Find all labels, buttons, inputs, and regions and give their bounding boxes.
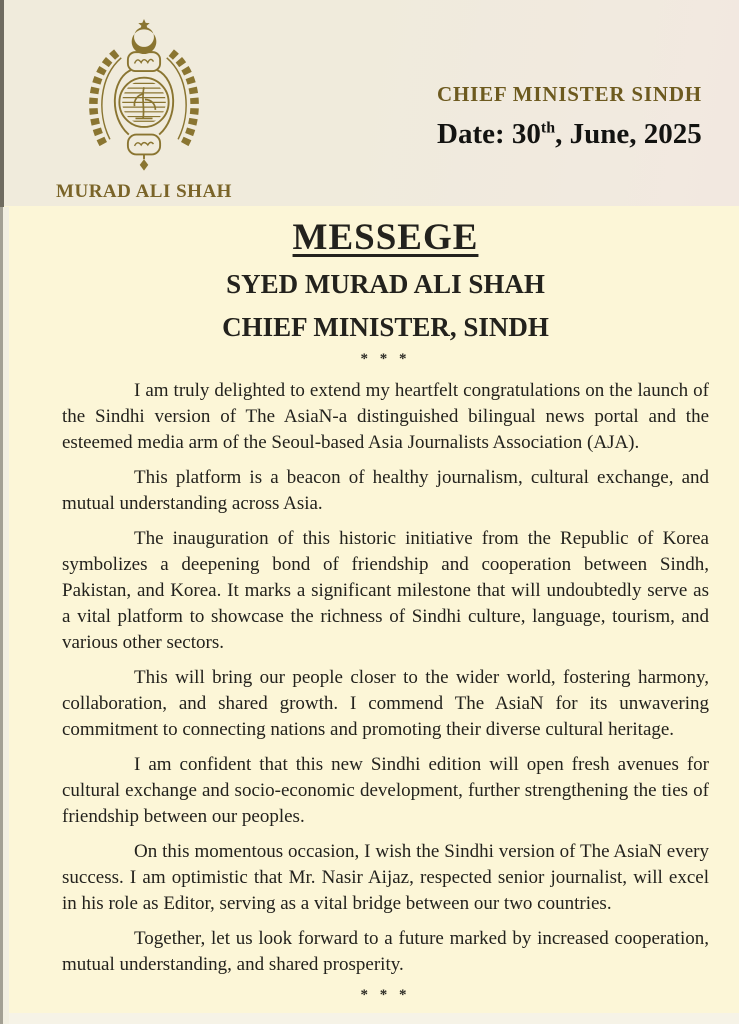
logo-caption: MURAD ALI SHAH	[56, 181, 232, 202]
paragraph: On this momentous occasion, I wish the Sindhi version of The AsiaN every success. I am optimistic that Mr. Nasir Aijaz, respected senior journalist, will excel in his role as Editor, serving as a vital bridge between our two countries.	[62, 841, 709, 914]
separator-top: * * *	[360, 351, 411, 367]
message-paragraphs	[62, 378, 709, 978]
date-rest: , June, 2025	[555, 118, 702, 150]
office-title: CHIEF MINISTER SINDH	[437, 82, 702, 106]
sindh-cm-emblem	[68, 18, 220, 181]
date-line	[437, 118, 702, 151]
paragraph: This platform is a beacon of healthy journalism, cultural exchange, and mutual understanding across Asia.	[62, 467, 709, 514]
bottom-cartouche	[128, 135, 160, 155]
scan-edge-bottom	[9, 1013, 739, 1024]
message-body	[0, 206, 739, 1024]
paragraph: I am truly delighted to extend my heartfelt congratulations on the launch of the Sindhi version of The AsiaN-a distinguished bilingual news portal and the esteemed media arm of the Seoul-based Asia Journalists Association (AJA).	[62, 380, 709, 453]
paragraph: Together, let us look forward to a future marked by increased cooperation, mutual understanding, and shared prosperity.	[62, 928, 709, 975]
seal-circle	[119, 78, 168, 127]
letterhead	[0, 0, 739, 207]
header-right-block	[437, 82, 702, 151]
date-prefix: Date: 30	[437, 118, 541, 150]
paragraph: I am confident that this new Sindhi edition will open fresh avenues for cultural exchange and socio-economic development, further strengthening the ties of friendship between our peoples.	[62, 754, 709, 827]
crescent-icon	[132, 27, 157, 54]
message-heading: MESSEGE	[292, 217, 479, 258]
top-cartouche	[128, 52, 160, 71]
author-name: SYED MURAD ALI SHAH	[226, 269, 545, 299]
paragraph: The inauguration of this historic initiative from the Republic of Korea symbolizes a deepening bond of friendship and cooperation between Sindh, Pakistan, and Korea. It marks a significant milestone that will undoubtedly serve as a vital platform to showcase the richness of Sindhi culture, language, tourism, and various other sectors.	[62, 528, 709, 653]
paragraph: This will bring our people closer to the wider world, fostering harmony, collaboration, and shared growth. I commend The AsiaN for its unwavering commitment to connecting nations and promoting their diverse cultural heritage.	[62, 667, 709, 740]
tassel-icon	[140, 154, 149, 170]
separator-bottom: * * *	[360, 987, 411, 1003]
scan-edge-top-left	[0, 0, 4, 207]
date-ordinal-suffix: th	[540, 119, 556, 137]
author-title: CHIEF MINISTER, SINDH	[222, 312, 549, 342]
scan-edge-body-left	[0, 207, 9, 1024]
